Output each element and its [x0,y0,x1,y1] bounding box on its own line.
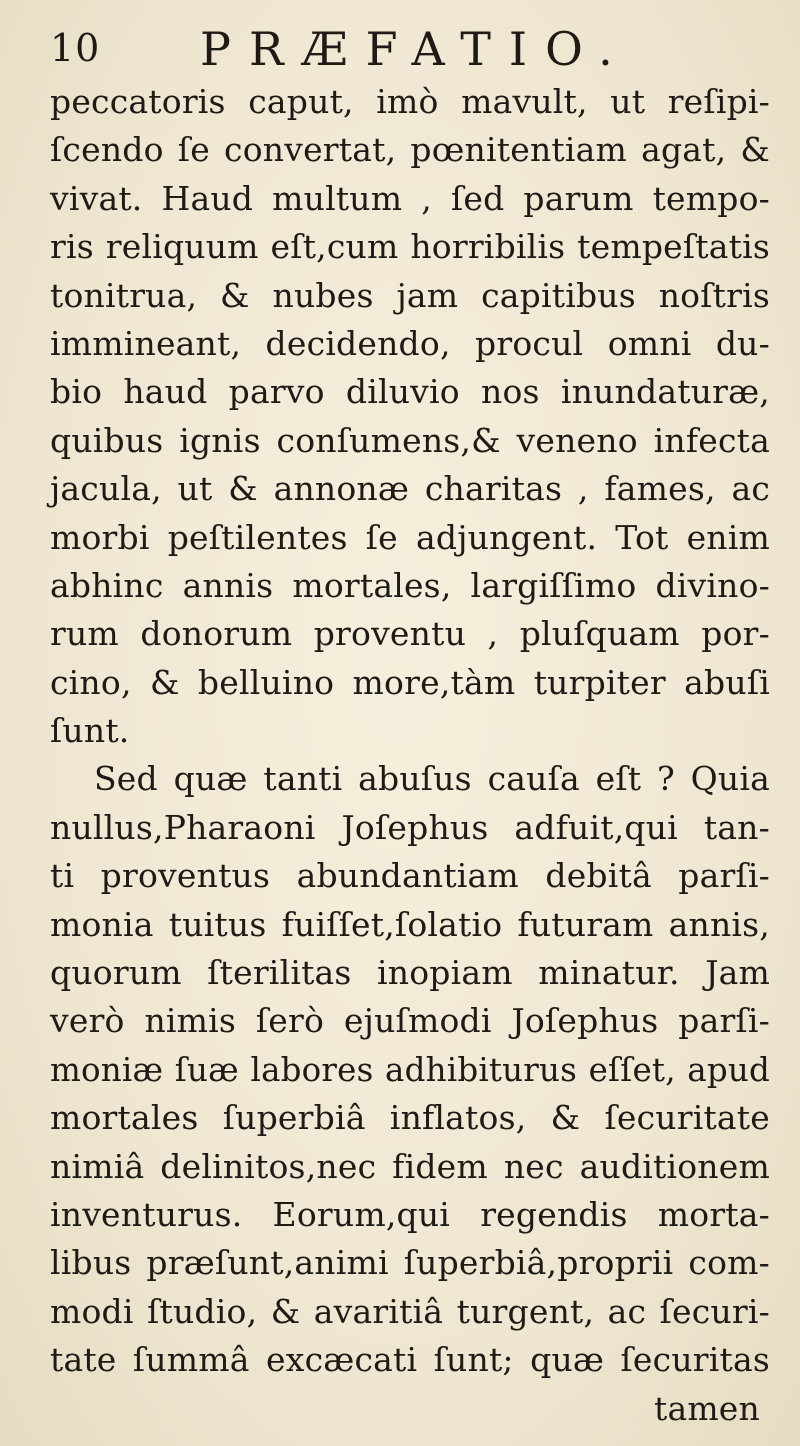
text-line: modi ſtudio, & avaritiâ turgent, ac ſecuri- [50,1291,770,1331]
text-line: nimiâ delinitos,nec fidem nec auditionem [50,1146,770,1186]
text-line: monia tuitus fuiſſet,ſolatio futuram annis, [50,904,770,944]
page-number: 10 [50,26,101,70]
text-line: ſunt. [50,711,130,751]
catchword: tamen [653,1388,760,1428]
body-text [50,78,770,1433]
text-line: bio haud parvo diluvio nos inundaturæ, [50,372,770,412]
text-line: ris reliquum eſt,cum horribilis tempeſtatis [50,227,770,267]
text-line: cino, & belluino more,tàm turpiter abuſi [50,662,770,702]
page-header [50,22,750,78]
text-line: libus præſunt,animi ſuperbiâ,proprii com- [50,1243,770,1283]
text-line: ti proventus abundantiam debitâ parſi- [50,856,770,896]
text-line: inventurus. Eorum,qui regendis morta- [50,1194,770,1234]
text-line: tate ſummâ excæcati ſunt; quæ ſecuritas [50,1340,770,1380]
running-head: PRÆFATIO. [200,22,631,76]
text-line: quorum ſterilitas inopiam minatur. Jam [50,953,770,993]
text-line: quibus ignis conſumens,& veneno infecta [50,420,770,460]
text-line: tonitrua, & nubes jam capitibus noſtris [50,275,770,315]
text-line: verò nimis ſerò ejuſmodi Joſephus parſi- [50,1001,770,1041]
text-line: morbi peſtilentes ſe adjungent. Tot enim [50,517,770,557]
text-line: ſcendo ſe convertat, pœnitentiam agat, & [50,130,770,170]
text-line: nullus,Pharaoni Joſephus adfuit,qui tan- [50,807,770,847]
text-line: mortales ſuperbiâ inflatos, & ſecuritate [50,1098,770,1138]
text-line: immineant, decidendo, procul omni du- [50,323,770,363]
text-line: moniæ ſuæ labores adhibiturus eſſet, apud [50,1050,770,1089]
paragraph-first-line: Sed quæ tanti abuſus cauſa eſt ? Quia [94,759,770,799]
text-line: rum donorum proventu , pluſquam por- [50,614,770,654]
text-line: jacula, ut & annonæ charitas , fames, ac [50,469,770,509]
text-line: vivat. Haud multum , ſed parum tempo- [50,178,770,218]
text-line: abhinc annis mortales, largiſſimo divino- [50,565,770,605]
text-line: peccatoris caput, imò mavult, ut reſipi- [50,82,770,121]
